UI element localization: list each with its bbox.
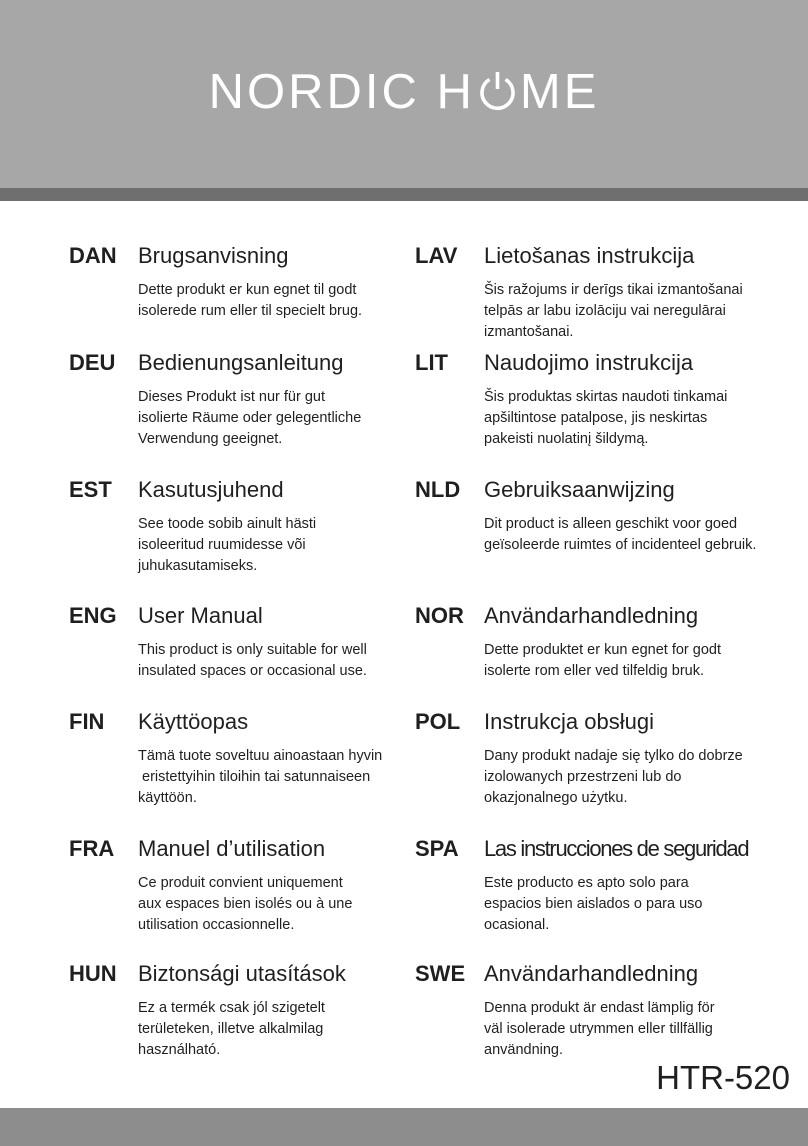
description-line: See toode sobib ainult hästi [138, 516, 317, 532]
description-line: eristettyihin tiloihin tai satunnaiseen [138, 769, 371, 785]
language-description [484, 514, 774, 556]
language-description [484, 640, 774, 682]
header-banner [0, 0, 808, 188]
description-line: juhukasutamiseks. [138, 558, 258, 574]
brand-name-end: ME [519, 65, 600, 119]
language-title: Instrukcja obsługi [484, 709, 654, 734]
language-title: Las instrucciones de seguridad [484, 836, 749, 861]
description-line: izolowanych przestrzeni lub do [484, 769, 682, 785]
language-title: User Manual [138, 603, 263, 628]
description-line: Este producto es apto solo para [484, 875, 689, 891]
language-description [138, 280, 428, 322]
language-title: Naudojimo instrukcija [484, 350, 694, 375]
description-line: utilisation occasionnelle. [138, 917, 295, 933]
description-line: használható. [138, 1042, 221, 1058]
language-title: Gebruiksaanwijzing [484, 477, 675, 502]
description-line: Ez a termék csak jól szigetelt [138, 1000, 325, 1016]
language-code: DAN [69, 243, 117, 268]
language-description [138, 873, 428, 936]
description-line: Dit product is alleen geschikt voor goed [484, 516, 738, 532]
header-divider-strip [0, 188, 808, 201]
description-line: käyttöön. [138, 790, 197, 806]
language-code: FRA [69, 836, 115, 861]
language-code: LAV [415, 243, 458, 268]
description-line: apšiltintose patalpose, jis neskirtas [484, 410, 708, 426]
description-line: pakeisti nuolatinį šildymą. [484, 431, 649, 447]
language-code: ENG [69, 603, 117, 628]
description-line: isoleeritud ruumidesse või [138, 537, 306, 553]
brand-logo [0, 64, 808, 120]
language-title: Bedienungsanleitung [138, 350, 344, 375]
language-code: LIT [415, 350, 448, 375]
language-title: Biztonsági utasítások [138, 961, 346, 986]
language-description [138, 746, 428, 809]
language-code: SPA [415, 836, 459, 861]
description-line: Dette produkt er kun egnet til godt [138, 282, 357, 298]
language-description [484, 387, 774, 450]
language-description [484, 873, 774, 936]
description-line: Ce produit convient uniquement [138, 875, 343, 891]
language-code: POL [415, 709, 461, 734]
language-title: Lietošanas instrukcija [484, 243, 695, 268]
description-line: användning. [484, 1042, 564, 1058]
description-line: insulated spaces or occasional use. [138, 663, 367, 679]
language-description [484, 746, 774, 809]
description-line: ocasional. [484, 917, 550, 933]
language-description [484, 998, 774, 1061]
language-title: Brugsanvisning [138, 243, 289, 268]
language-description [138, 514, 428, 577]
description-line: Verwendung geeignet. [138, 431, 283, 447]
description-line: geïsoleerde ruimtes of incidenteel gebruik. [484, 537, 757, 553]
description-line: espacios bien aislados o para uso [484, 896, 703, 912]
language-code: FIN [69, 709, 105, 734]
description-line: aux espaces bien isolés ou à une [138, 896, 353, 912]
language-title: Kasutusjuhend [138, 477, 284, 502]
description-line: Šis produktas skirtas naudoti tinkamai [484, 389, 728, 405]
description-line: izmantošanai. [484, 324, 574, 340]
description-line: väl isolerade utrymmen eller tillfällig [484, 1021, 713, 1037]
description-line: Denna produkt är endast lämplig för [484, 1000, 715, 1016]
language-code: EST [69, 477, 112, 502]
language-description [484, 280, 774, 343]
language-code: DEU [69, 350, 116, 375]
description-line: Dieses Produkt ist nur für gut [138, 389, 325, 405]
language-description [138, 998, 428, 1061]
description-line: Dette produktet er kun egnet for godt [484, 642, 721, 658]
footer-bar [0, 1108, 808, 1146]
language-code: NOR [415, 603, 464, 628]
language-description [138, 387, 428, 450]
model-number: HTR-520 [656, 1059, 790, 1096]
description-line: isolierte Räume oder gelegentliche [138, 410, 362, 426]
description-line: Šis ražojums ir derīgs tikai izmantošanai [484, 282, 743, 298]
power-icon [477, 67, 518, 108]
language-code: NLD [415, 477, 461, 502]
language-code: SWE [415, 961, 466, 986]
language-description [138, 640, 428, 682]
description-line: okazjonalnego użytku. [484, 790, 628, 806]
brand-name-start: NORDIC H [208, 65, 475, 119]
description-line: területeken, illetve alkalmilag [138, 1021, 324, 1037]
description-line: Dany produkt nadaje się tylko do dobrze [484, 748, 743, 764]
language-title: Användarhandledning [484, 961, 699, 986]
language-code: HUN [69, 961, 117, 986]
language-title: Käyttöopas [138, 709, 249, 734]
description-line: telpās ar labu izolāciju vai neregulārai [484, 303, 726, 319]
description-line: isolerte rom eller ved tilfeldig bruk. [484, 663, 705, 679]
language-title: Manuel d’utilisation [138, 836, 326, 861]
description-line: Tämä tuote soveltuu ainoastaan hyvin [138, 748, 383, 764]
description-line: This product is only suitable for well [138, 642, 367, 658]
description-line: isolerede rum eller til specielt brug. [138, 303, 363, 319]
language-title: Användarhandledning [484, 603, 699, 628]
